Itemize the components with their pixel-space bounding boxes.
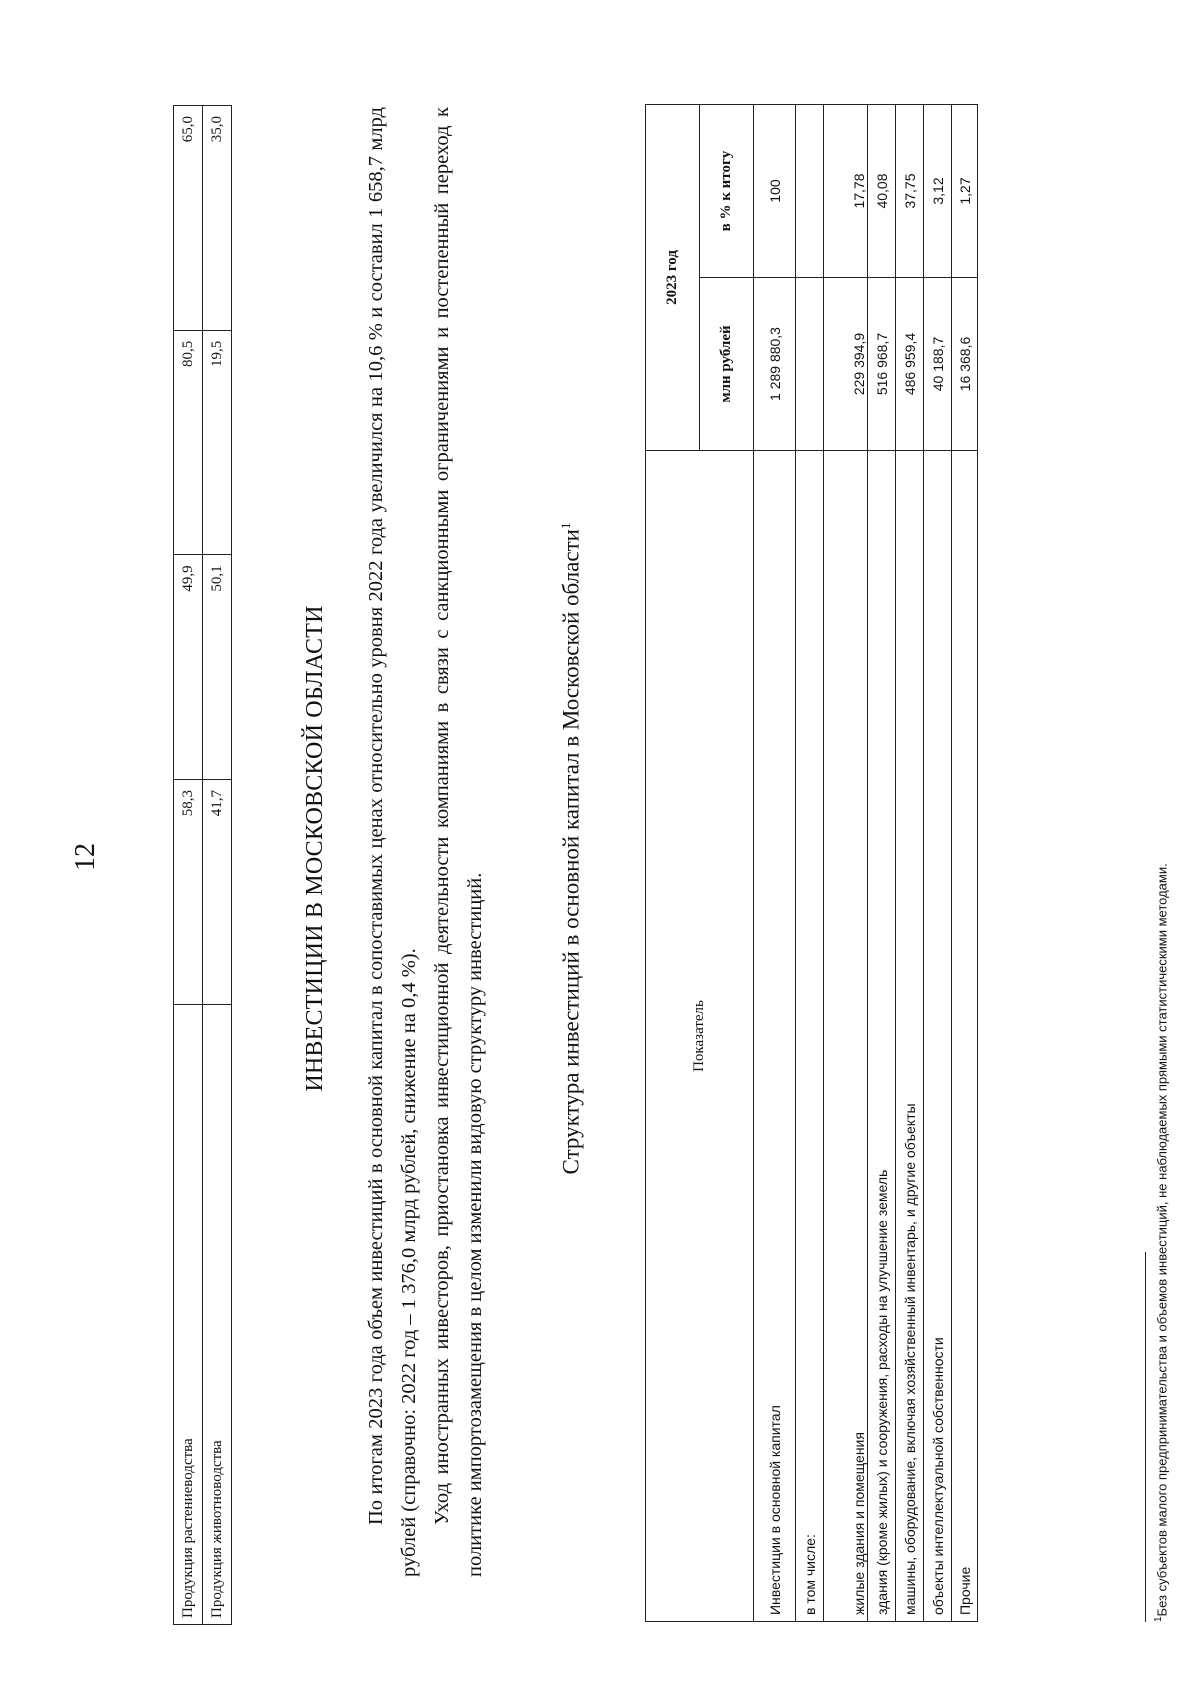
header-percent-of-total: в % к итогу — [700, 105, 754, 278]
value-percent: 100 — [754, 105, 796, 278]
value-mln-rub: 516 968,7 — [868, 278, 896, 451]
row-value: 19,5 — [203, 330, 232, 555]
row-value: 35,0 — [203, 106, 232, 331]
production-share-table — [173, 105, 232, 1625]
table-row — [952, 105, 978, 1622]
value-percent — [796, 105, 824, 278]
table-row — [824, 105, 868, 1622]
row-value: 80,5 — [174, 330, 203, 555]
top-table-row — [203, 106, 232, 1625]
indicator-label: объекты интеллектуальной собственности — [924, 451, 952, 1622]
indicator-label: Инвестиции в основной капитал — [754, 451, 796, 1622]
header-indicator: Показатель — [646, 451, 754, 1622]
footnote — [1153, 102, 1169, 1622]
footnote-mark: 1 — [558, 522, 573, 530]
indicator-label: Прочие — [952, 451, 978, 1622]
row-value: 65,0 — [174, 106, 203, 331]
indicator-label: здания (кроме жилых) и сооружения, расходы на улучшение земель — [868, 451, 896, 1622]
paragraph-investors-exit: Уход иностранных инвесторов, приостановка инвестиционной деятельности компаниями в связи с санкционными ограничениями и постепенный переход к политике импортозамещения в целом изменили видовую структуру инвестиций. — [431, 107, 486, 1577]
row-value: 58,3 — [174, 780, 203, 1005]
indicator-label: жилые здания и помещения — [824, 451, 868, 1622]
table-row — [754, 105, 796, 1622]
indicator-label: машины, оборудование, включая хозяйственный инвентарь, и другие объекты — [896, 451, 924, 1622]
page-number: 12 — [70, 843, 101, 871]
indicator-label: в том числе: — [796, 451, 824, 1622]
value-percent: 17,78 — [824, 105, 868, 278]
value-percent: 40,08 — [868, 105, 896, 278]
table-caption-text: Структура инвестиций в основной капитал в Московской области — [558, 529, 584, 1175]
value-percent: 37,75 — [896, 105, 924, 278]
top-table-row — [174, 106, 203, 1625]
value-percent: 1,27 — [952, 105, 978, 278]
table-row — [868, 105, 896, 1622]
footnote-number: 1 — [1153, 1616, 1164, 1622]
footnote-divider — [1145, 1252, 1146, 1622]
footnote-text: Без субъектов малого предпринимательства и объемов инвестиций, не наблюдаемых прямыми статистическими методами. — [1154, 863, 1170, 1617]
row-value: 49,9 — [174, 555, 203, 780]
row-value: 50,1 — [203, 555, 232, 780]
table-row — [796, 105, 824, 1622]
header-year: 2023 год — [646, 105, 700, 451]
value-mln-rub: 229 394,9 — [824, 278, 868, 451]
table-row — [924, 105, 952, 1622]
row-label: Продукция животноводства — [203, 1004, 232, 1624]
investment-structure-table — [645, 104, 978, 1622]
section-title: ИНВЕСТИЦИИ В МОСКОВСКОЙ ОБЛАСТИ — [302, 605, 328, 1092]
header-mln-rub: млн рублей — [700, 278, 754, 451]
row-label: Продукция растениеводства — [174, 1004, 203, 1624]
row-value: 41,7 — [203, 780, 232, 1005]
value-percent: 3,12 — [924, 105, 952, 278]
value-mln-rub — [796, 278, 824, 451]
value-mln-rub: 16 368,6 — [952, 278, 978, 451]
paragraph-investment-volume: По итогам 2023 года объем инвестиций в основной капитал в сопоставимых ценах относительно уровня 2022 года увеличился на 10,6 % и составил 1 658,7 млрд рублей (справочно: 2022 год – 1 376,0 млрд рублей, снижение на 0,4 %). — [365, 107, 420, 1577]
table-row — [896, 105, 924, 1622]
value-mln-rub: 486 959,4 — [896, 278, 924, 451]
value-mln-rub: 40 188,7 — [924, 278, 952, 451]
value-mln-rub: 1 289 880,3 — [754, 278, 796, 451]
table-caption — [558, 0, 585, 1697]
